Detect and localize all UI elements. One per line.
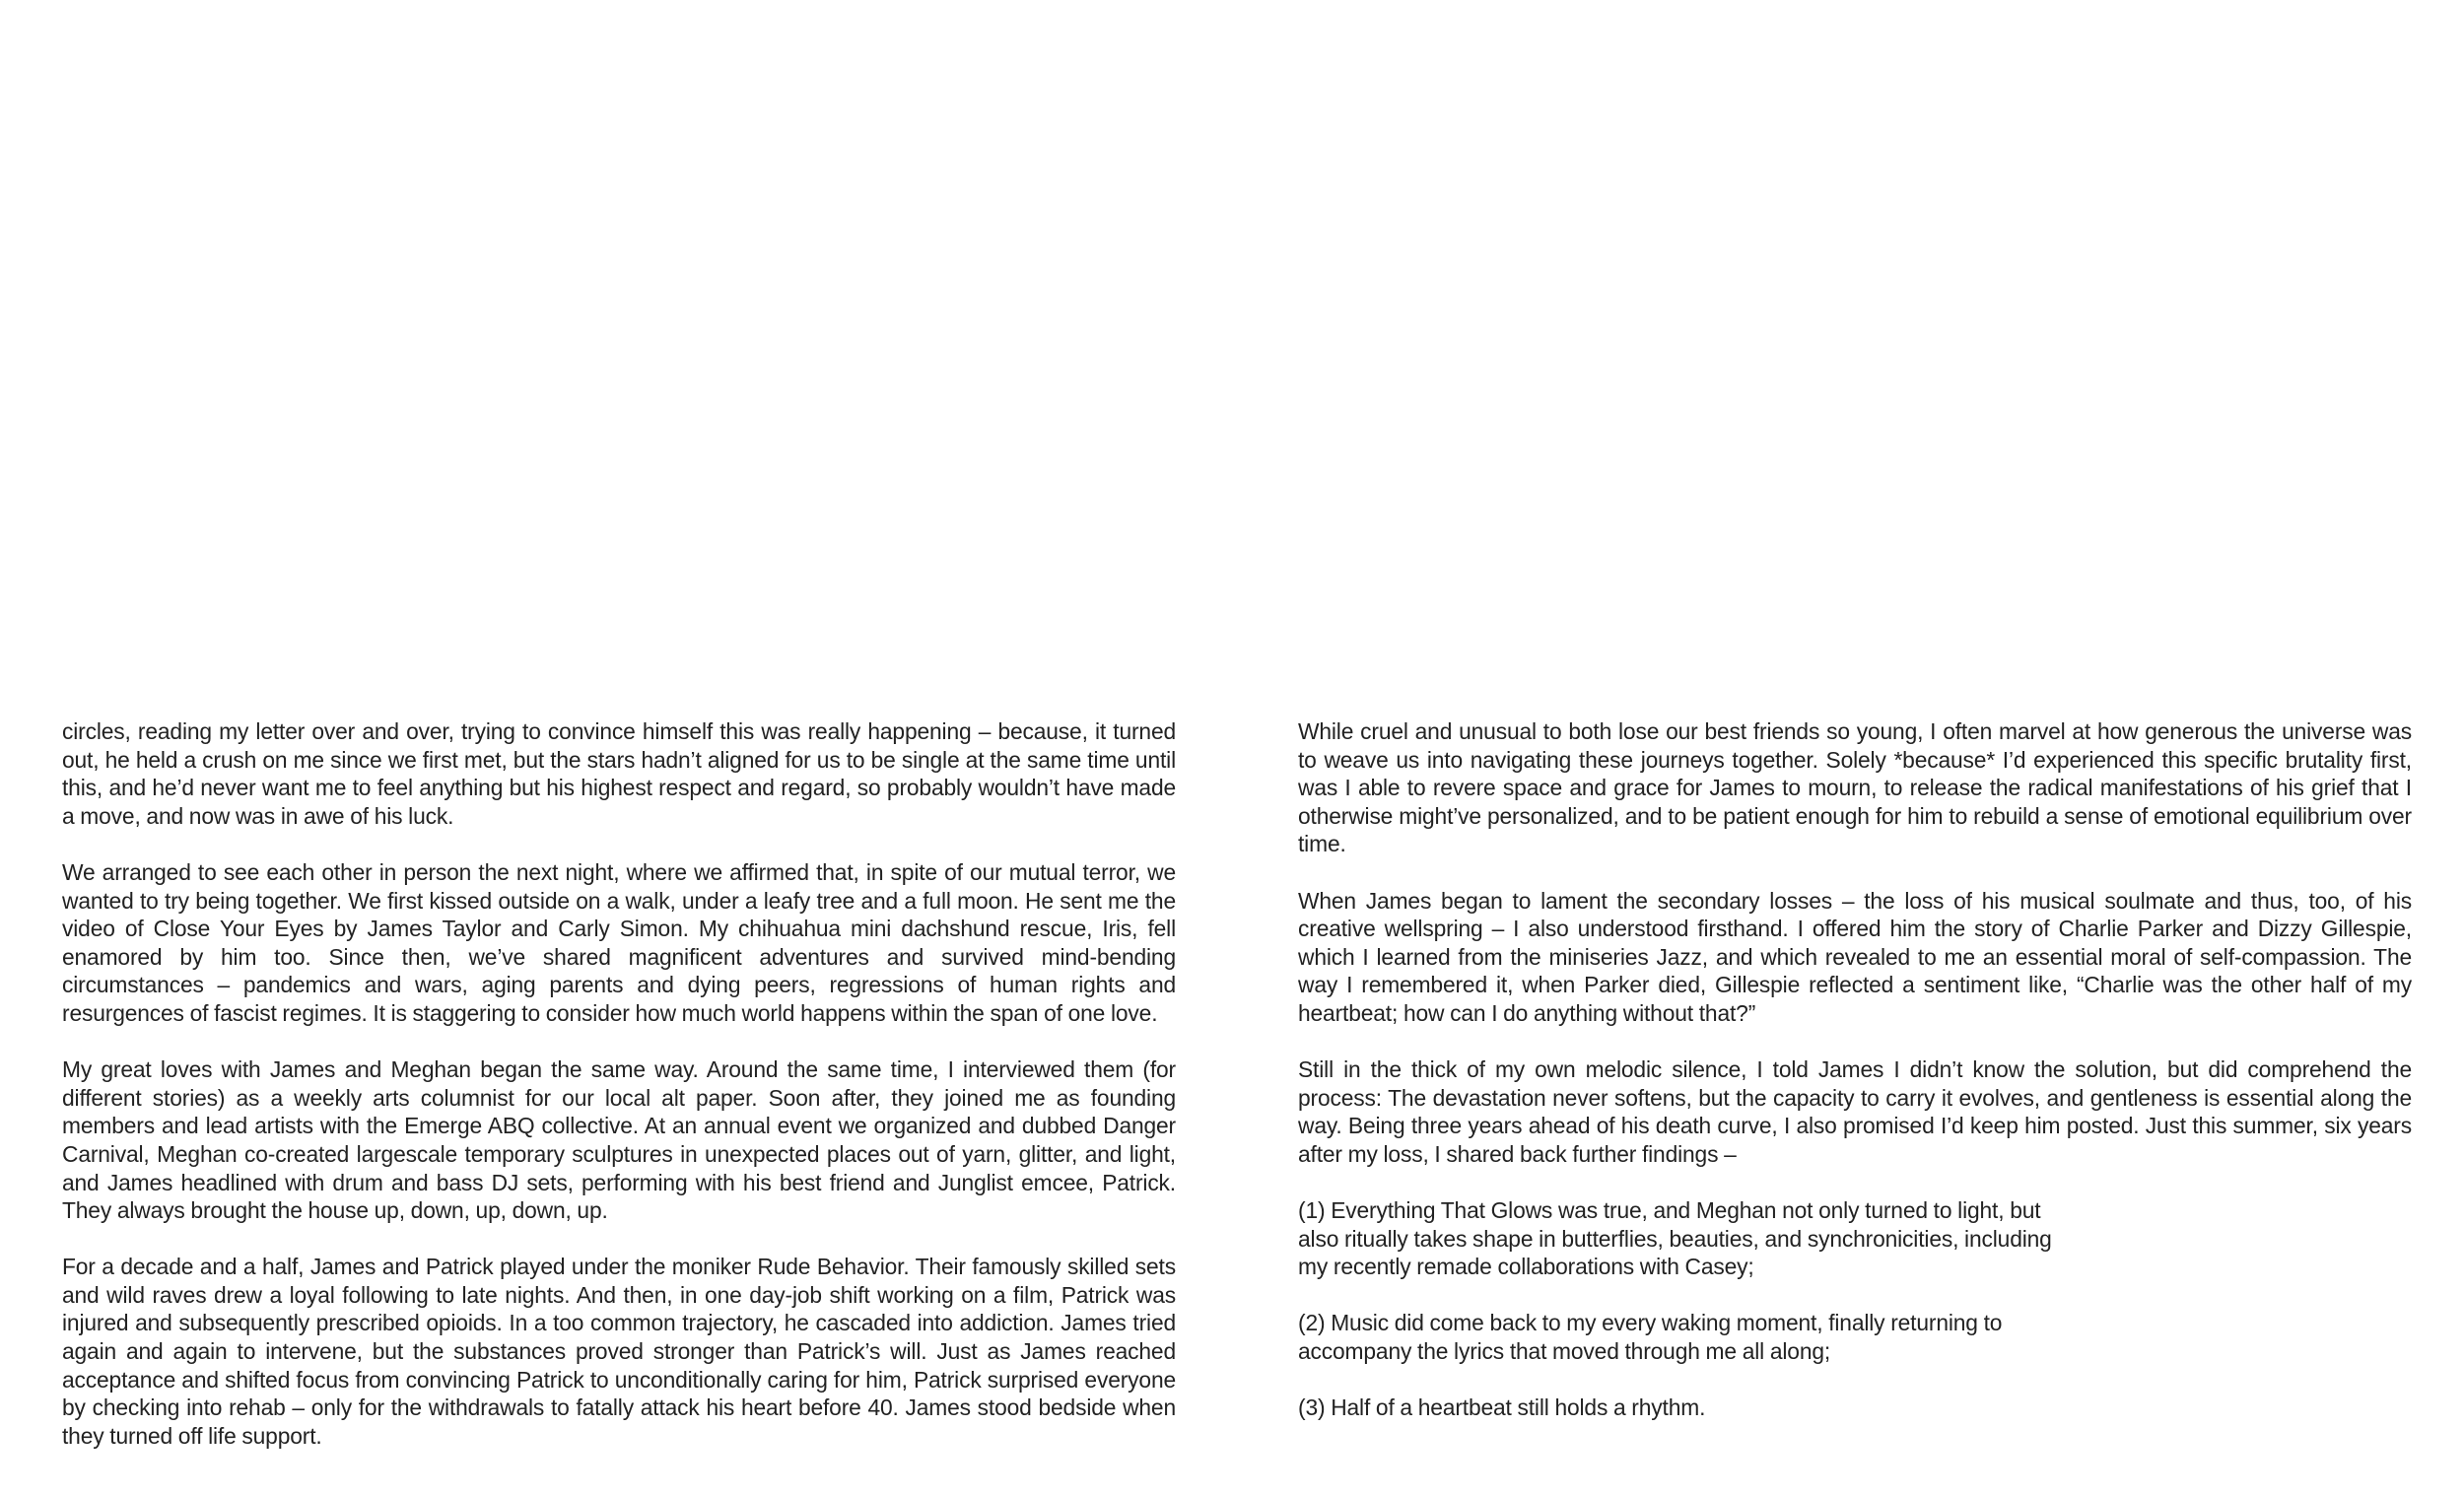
finding-item: (3) Half of a heartbeat still holds a rhythm. [1298,1394,1706,1421]
paragraph: While cruel and unusual to both lose our best friends so young, I often marvel at how generous the universe was to weave us into navigating these journeys together. Solely *because* I’d experienced this specific brutality first, was I able to revere space and grace for James to mourn, to release the radical manifestations of his grief that I otherwise might’ve personalized, and to be patient enough for him to rebuild a sense of emotional equilibrium over time. [1298,718,2412,857]
right-text-column [1298,717,2412,1422]
finding-item: (2) Music did come back to my every waking moment, finally returning to accompany the lyrics that moved through me all along; [1298,1310,2003,1365]
left-text-column [62,717,1176,1478]
paragraph: Still in the thick of my own melodic silence, I told James I didn’t know the solution, but did comprehend the process: The devastation never softens, but the capacity to carry it evolves, and gentleness is essential along the way. Being three years ahead of his death curve, I also promised I’d keep him posted. Just this summer, six years after my loss, I shared back further findings – [1298,1056,2412,1167]
paragraph: My great loves with James and Meghan began the same way. Around the same time, I interviewed them (for different stories) as a weekly arts columnist for our local alt paper. Soon after, they joined me as founding members and lead artists with the Emerge ABQ collective. At an annual event we organized and dubbed Danger Carnival, Meghan co-created largescale temporary sculptures in unexpected places out of yarn, glitter, and light, and James headlined with drum and bass DJ sets, performing with his best friend and Junglist emcee, Patrick. They always brought the house up, down, up, down, up. [62,1056,1176,1224]
paragraph: When James began to lament the secondary losses – the loss of his musical soulmate and thus, too, of his creative wellspring – I also understood firsthand. I offered him the story of Charlie Parker and Dizzy Gillespie, which I learned from the miniseries Jazz, and which revealed to me an essential moral of self-compassion. The way I remembered it, when Parker died, Gillespie reflected a sentiment like, “Charlie was the other half of my heartbeat; how can I do anything without that?” [1298,887,2412,1026]
finding-item: (1) Everything That Glows was true, and Meghan not only turned to light, but also ritually takes shape in butterflies, beauties, and synchronicities, including my recently remade collaborations with Casey; [1298,1197,2052,1280]
paragraph: circles, reading my letter over and over, trying to convince himself this was really happening – because, it turned out, he held a crush on me since we first met, but the stars hadn’t aligned for us to be single at the same time until this, and he’d never want me to feel anything but his highest respect and regard, so probably wouldn’t have made a move, and now was in awe of his luck. [62,718,1176,829]
findings-list [1298,1196,2412,1422]
paragraph: For a decade and a half, James and Patrick played under the moniker Rude Behavior. Their famously skilled sets and wild raves drew a loyal following to late nights. And then, in one day-job shift working on a film, Patrick was injured and subsequently prescribed opioids. In a too common trajectory, he cascaded into addiction. James tried again and again to intervene, but the substances proved stronger than Patrick’s will. Just as James reached acceptance and shifted focus from convincing Patrick to unconditionally caring for him, Patrick surprised everyone by checking into rehab – only for the withdrawals to fatally attack his heart before 40. James stood bedside when they turned off life support. [62,1254,1176,1449]
paragraph: We arranged to see each other in person the next night, where we affirmed that, in spite of our mutual terror, we wanted to try being together. We first kissed outside on a walk, under a leafy tree and a full moon. He sent me the video of Close Your Eyes by James Taylor and Carly Simon. My chihuahua mini dachshund rescue, Iris, fell enamored by him too. Since then, we’ve shared magnificent adventures and survived mind-bending circumstances – pandemics and wars, aging parents and dying peers, regressions of human rights and resurgences of fascist regimes. It is staggering to consider how much world happens within the span of one love. [62,858,1176,1026]
